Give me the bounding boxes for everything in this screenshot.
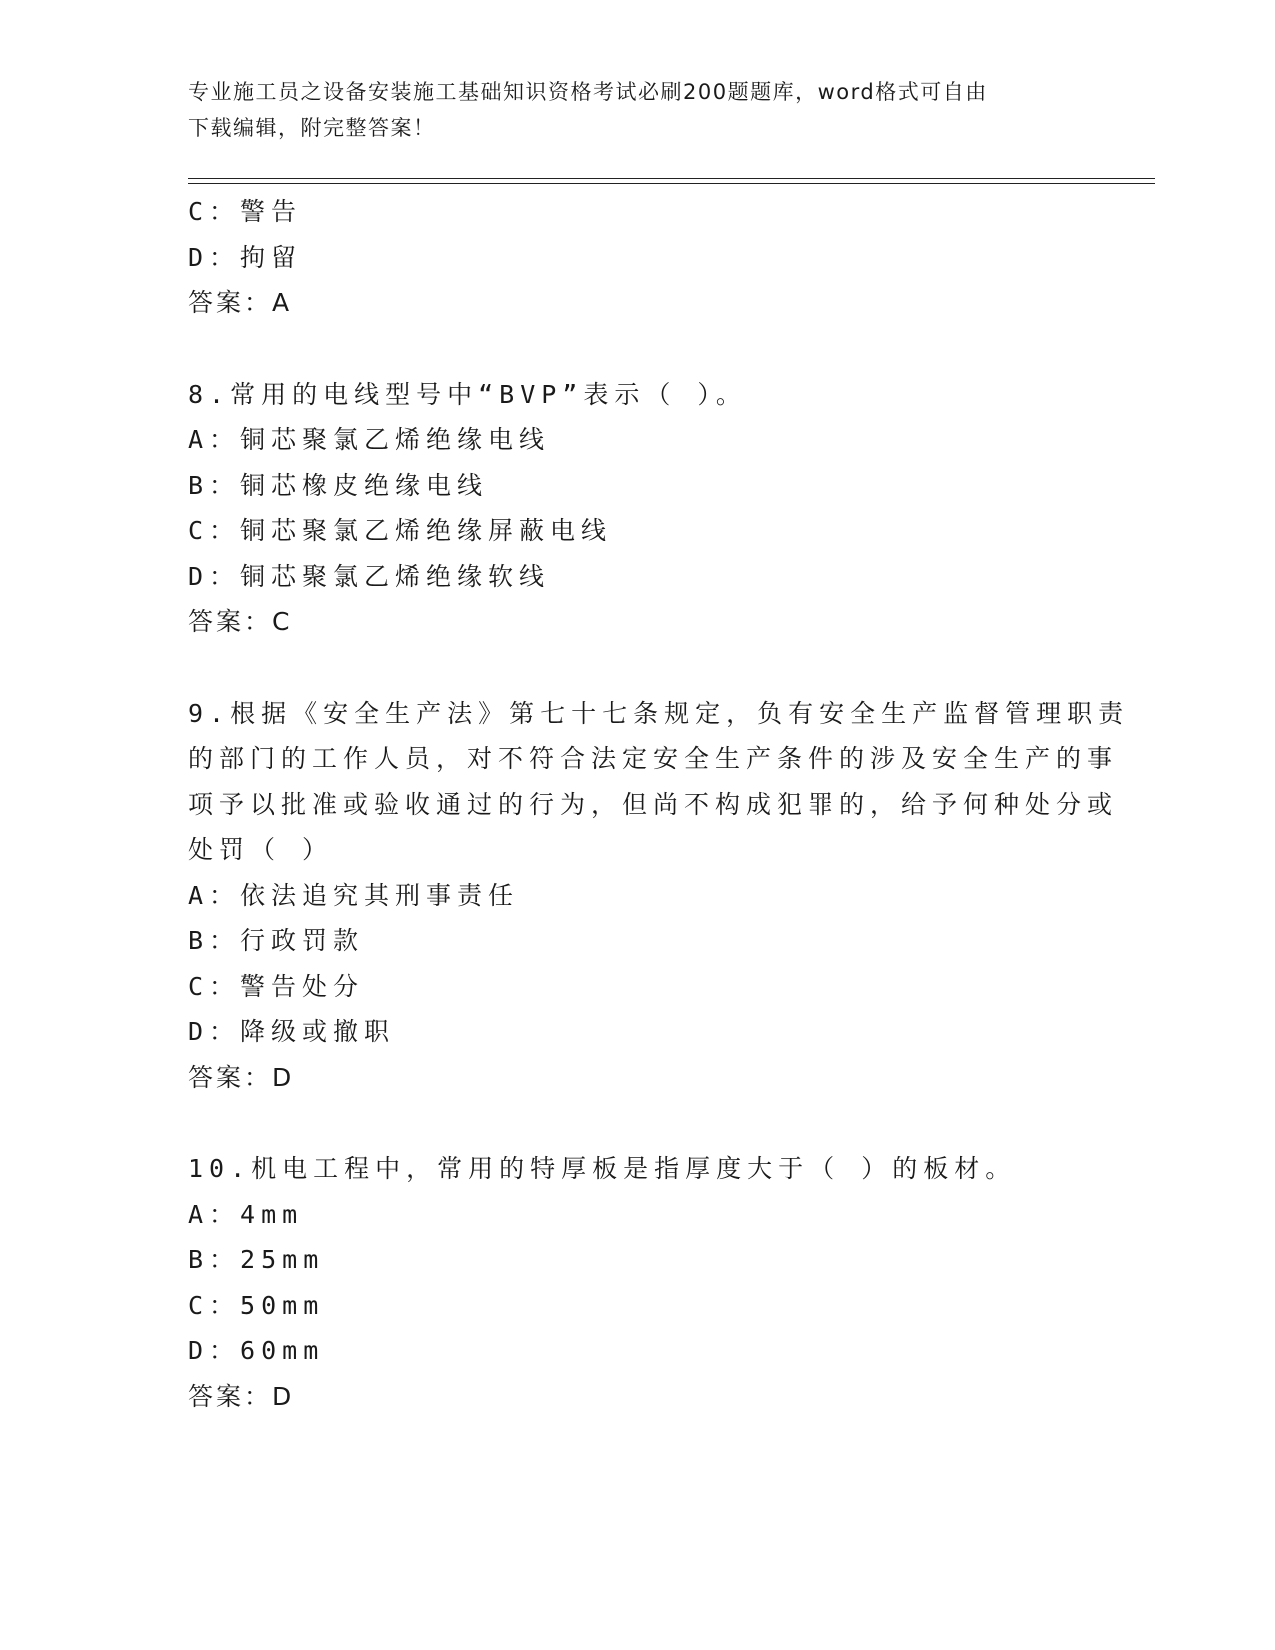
option-d: D：铜芯聚氯乙烯绝缘软线 <box>188 561 551 591</box>
question-10 <box>188 1146 1088 1419</box>
option-d: D：60mm <box>188 1336 325 1365</box>
option-c: C：铜芯聚氯乙烯绝缘屏蔽电线 <box>188 516 613 545</box>
question-stem-line-4: 处罚（ ） <box>188 835 334 864</box>
header-line-1: 专业施工员之设备安装施工基础知识资格考试必刷200题题库，word格式可自由 <box>188 80 988 104</box>
question-9 <box>188 691 1130 1101</box>
answer-label: 答案：C <box>188 607 293 636</box>
option-c: C：50mm <box>188 1290 325 1320</box>
option-b: B：铜芯橡皮绝缘电线 <box>188 470 489 500</box>
question-stem: 8.常用的电线型号中“BVP”表示（ ）。 <box>188 379 747 409</box>
question-stem: 10.机电工程中，常用的特厚板是指厚度大于（ ）的板材。 <box>188 1154 1017 1183</box>
header-line-2: 下载编辑，附完整答案！ <box>188 116 436 140</box>
option-c: C：警告 <box>188 197 303 226</box>
question-list <box>188 189 1130 1419</box>
answer-label: 答案：D <box>188 1062 295 1092</box>
option-c: C：警告处分 <box>188 971 365 1001</box>
header-divider-bottom <box>188 183 1155 184</box>
answer-label: 答案：A <box>188 288 293 317</box>
option-b: B：25mm <box>188 1245 325 1274</box>
option-b: B：行政罚款 <box>188 926 365 955</box>
question-stem-line-3: 项予以批准或验收通过的行为，但尚不构成犯罪的，给予何种处分或 <box>188 789 1119 819</box>
question-8 <box>188 372 1088 645</box>
question-stem-line-2: 的部门的工作人员，对不符合法定安全生产条件的涉及安全生产的事 <box>188 744 1119 773</box>
option-a: A：依法追究其刑事责任 <box>188 880 520 910</box>
question-7-tail <box>188 189 1088 326</box>
option-d: D：降级或撤职 <box>188 1017 396 1046</box>
answer-label: 答案：D <box>188 1381 295 1411</box>
question-stem-line-1: 9.根据《安全生产法》第七十七条规定，负有安全生产监督管理职责 <box>188 698 1130 728</box>
option-a: A：4mm <box>188 1199 304 1229</box>
option-a: A：铜芯聚氯乙烯绝缘电线 <box>188 425 551 454</box>
header-divider-top <box>188 178 1155 179</box>
option-d: D：拘留 <box>188 242 303 272</box>
document-header <box>188 74 1068 146</box>
